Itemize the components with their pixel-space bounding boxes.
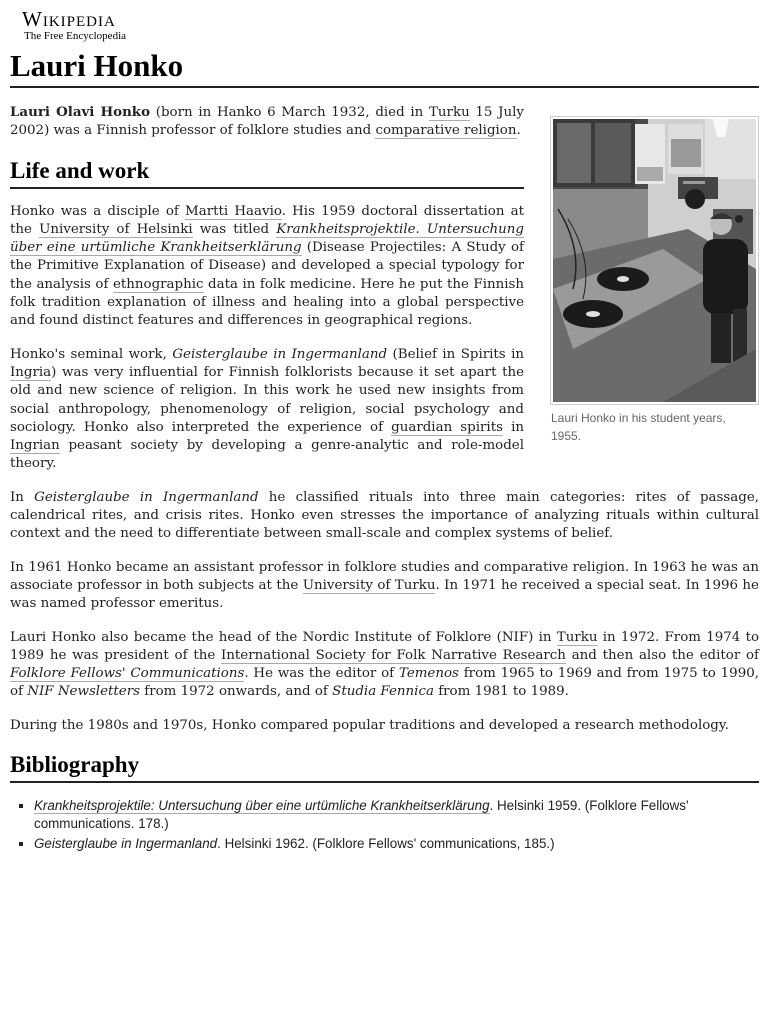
bib-details: . Helsinki 1962. (Folklore Fellows' communications, 185.)	[217, 836, 555, 852]
link-bib-krankheitsprojektile[interactable]	[34, 798, 490, 814]
text: . He was the editor of	[244, 666, 399, 682]
journal-title: Temenos	[398, 666, 459, 682]
text: in 1972. From 1974 to 1989 he was president of the	[10, 629, 760, 663]
section-heading-life-and-work: Life and work	[10, 156, 524, 189]
link-folklore-fellows-communications[interactable]	[10, 666, 244, 682]
work-title: Geisterglaube in Ingermanland	[172, 346, 388, 362]
link-guardian-spirits[interactable]: guardian spirits	[391, 419, 503, 435]
link-university-of-helsinki[interactable]: University of Helsinki	[39, 221, 193, 237]
text: . His 1959 doctoral dissertation at the	[10, 203, 524, 237]
link-ingria[interactable]: Ingria	[10, 364, 52, 380]
article-content	[10, 103, 759, 855]
text: 15 July 2002) was a Finnish professor of folklore studies and	[10, 105, 524, 139]
link-isfnr[interactable]: International Society for Folk Narrative Research	[221, 647, 566, 663]
paragraph-disciple	[10, 203, 524, 331]
text: from 1965 to 1969 and from 1975 to 1990, of	[10, 666, 759, 700]
wikipedia-logo[interactable]	[22, 8, 152, 42]
logo-wordmark: Wikipedia	[22, 7, 116, 31]
text: data in folk medicine. Here he put the Finnish folk tradition explanation of illness and healing into a global perspective and found distinct features and differences in geographical regions.	[10, 276, 524, 329]
journal-title: Studia Fennica	[332, 684, 434, 700]
link-martti-haavio[interactable]: Martti Haavio	[185, 203, 282, 219]
text: In 1961 Honko became an assistant professor in folklore studies and comparative religion. In 1963 he was an associate professor in both subjects at the	[10, 559, 759, 593]
link-ethnographic[interactable]: ethnographic	[112, 276, 204, 292]
bib-title: Krankheitsprojektile: Untersuchung über eine urtümliche Krankheitserklärung	[34, 798, 490, 814]
link-turku[interactable]: Turku	[429, 105, 470, 120]
paragraph-career	[10, 559, 759, 614]
bibliography-item	[34, 797, 759, 833]
text: (Belief in Spirits in	[387, 346, 524, 362]
bibliography-list	[10, 797, 759, 853]
text: he classified rituals into three main categories: rites of passage, calendrical rites, and crisis rites. Honko even stresses the importance of analyzing rituals within cultural context and the need to differentiate between small-scale and complex systems of belief.	[10, 489, 760, 542]
figure-caption: Lauri Honko in his student years, 1955.	[551, 411, 726, 443]
text: from 1972 onwards, and of	[139, 684, 333, 700]
text: ) was very influential for Finnish folklorists because it set apart the old and new science of religion. In this work he used new insights from social anthropology, phenomenology of religion, social psychology and sociology. Honko also interpreted the experience of	[10, 364, 524, 435]
text: peasant society by developing a genre-analytic and role-model theory.	[10, 438, 524, 472]
dissertation-title: Krankheitsprojektile. Untersuchung über eine urtümliche Krankheitserklärung	[10, 221, 524, 256]
page-title: Lauri Honko	[10, 48, 759, 88]
text: . In 1971 he received a special seat. In 1996 he was named professor emeritus.	[10, 577, 759, 612]
bib-details: . Helsinki 1959. (Folklore Fellows' communications. 178.)	[34, 798, 689, 832]
link-university-of-turku[interactable]: University of Turku	[302, 577, 436, 593]
text: from 1981 to 1989.	[433, 684, 569, 700]
photo-image	[553, 119, 756, 402]
paragraph-methodology: During the 1980s and 1970s, Honko compared popular traditions and developed a research methodology.	[10, 717, 729, 733]
text: and then also the editor of	[565, 647, 760, 663]
text: Honko was a disciple of	[10, 203, 186, 219]
paragraph-rituals	[10, 489, 759, 544]
bib-title: Geisterglaube in Ingermanland	[34, 836, 218, 852]
bibliography-item	[34, 835, 759, 853]
portrait-photo[interactable]	[550, 116, 759, 405]
logo-tagline: The Free Encyclopedia	[24, 30, 127, 42]
series-title: Folklore Fellows' Communications	[10, 666, 245, 682]
thumbnail-figure	[550, 116, 759, 445]
link-turku[interactable]: Turku	[556, 629, 598, 645]
text: Honko's seminal work,	[10, 346, 173, 362]
link-comparative-religion[interactable]: comparative religion	[375, 123, 517, 139]
text: (born in Hanko 6 March 1932, died in	[150, 105, 429, 120]
text: (Disease Projectiles: A Study of the Primitive Explanation of Disease) and developed a special typology for the analysis of	[10, 240, 524, 292]
link-ingrian[interactable]: Ingrian	[10, 438, 60, 454]
work-title: Geisterglaube in Ingermanland	[34, 489, 259, 505]
journal-title: NIF Newsletters	[27, 684, 140, 700]
paragraph-seminal-work	[10, 346, 524, 474]
text: Lauri Honko also became the head of the Nordic Institute of Folklore (NIF) in	[10, 629, 557, 645]
text: In	[10, 489, 35, 505]
lead-paragraph	[10, 103, 524, 141]
text: .	[516, 123, 521, 139]
text: was titled	[192, 221, 277, 237]
paragraph-nif	[10, 629, 759, 702]
subject-name: Lauri Olavi Honko	[10, 104, 151, 120]
section-heading-bibliography: Bibliography	[10, 750, 759, 783]
text: in	[502, 419, 524, 435]
